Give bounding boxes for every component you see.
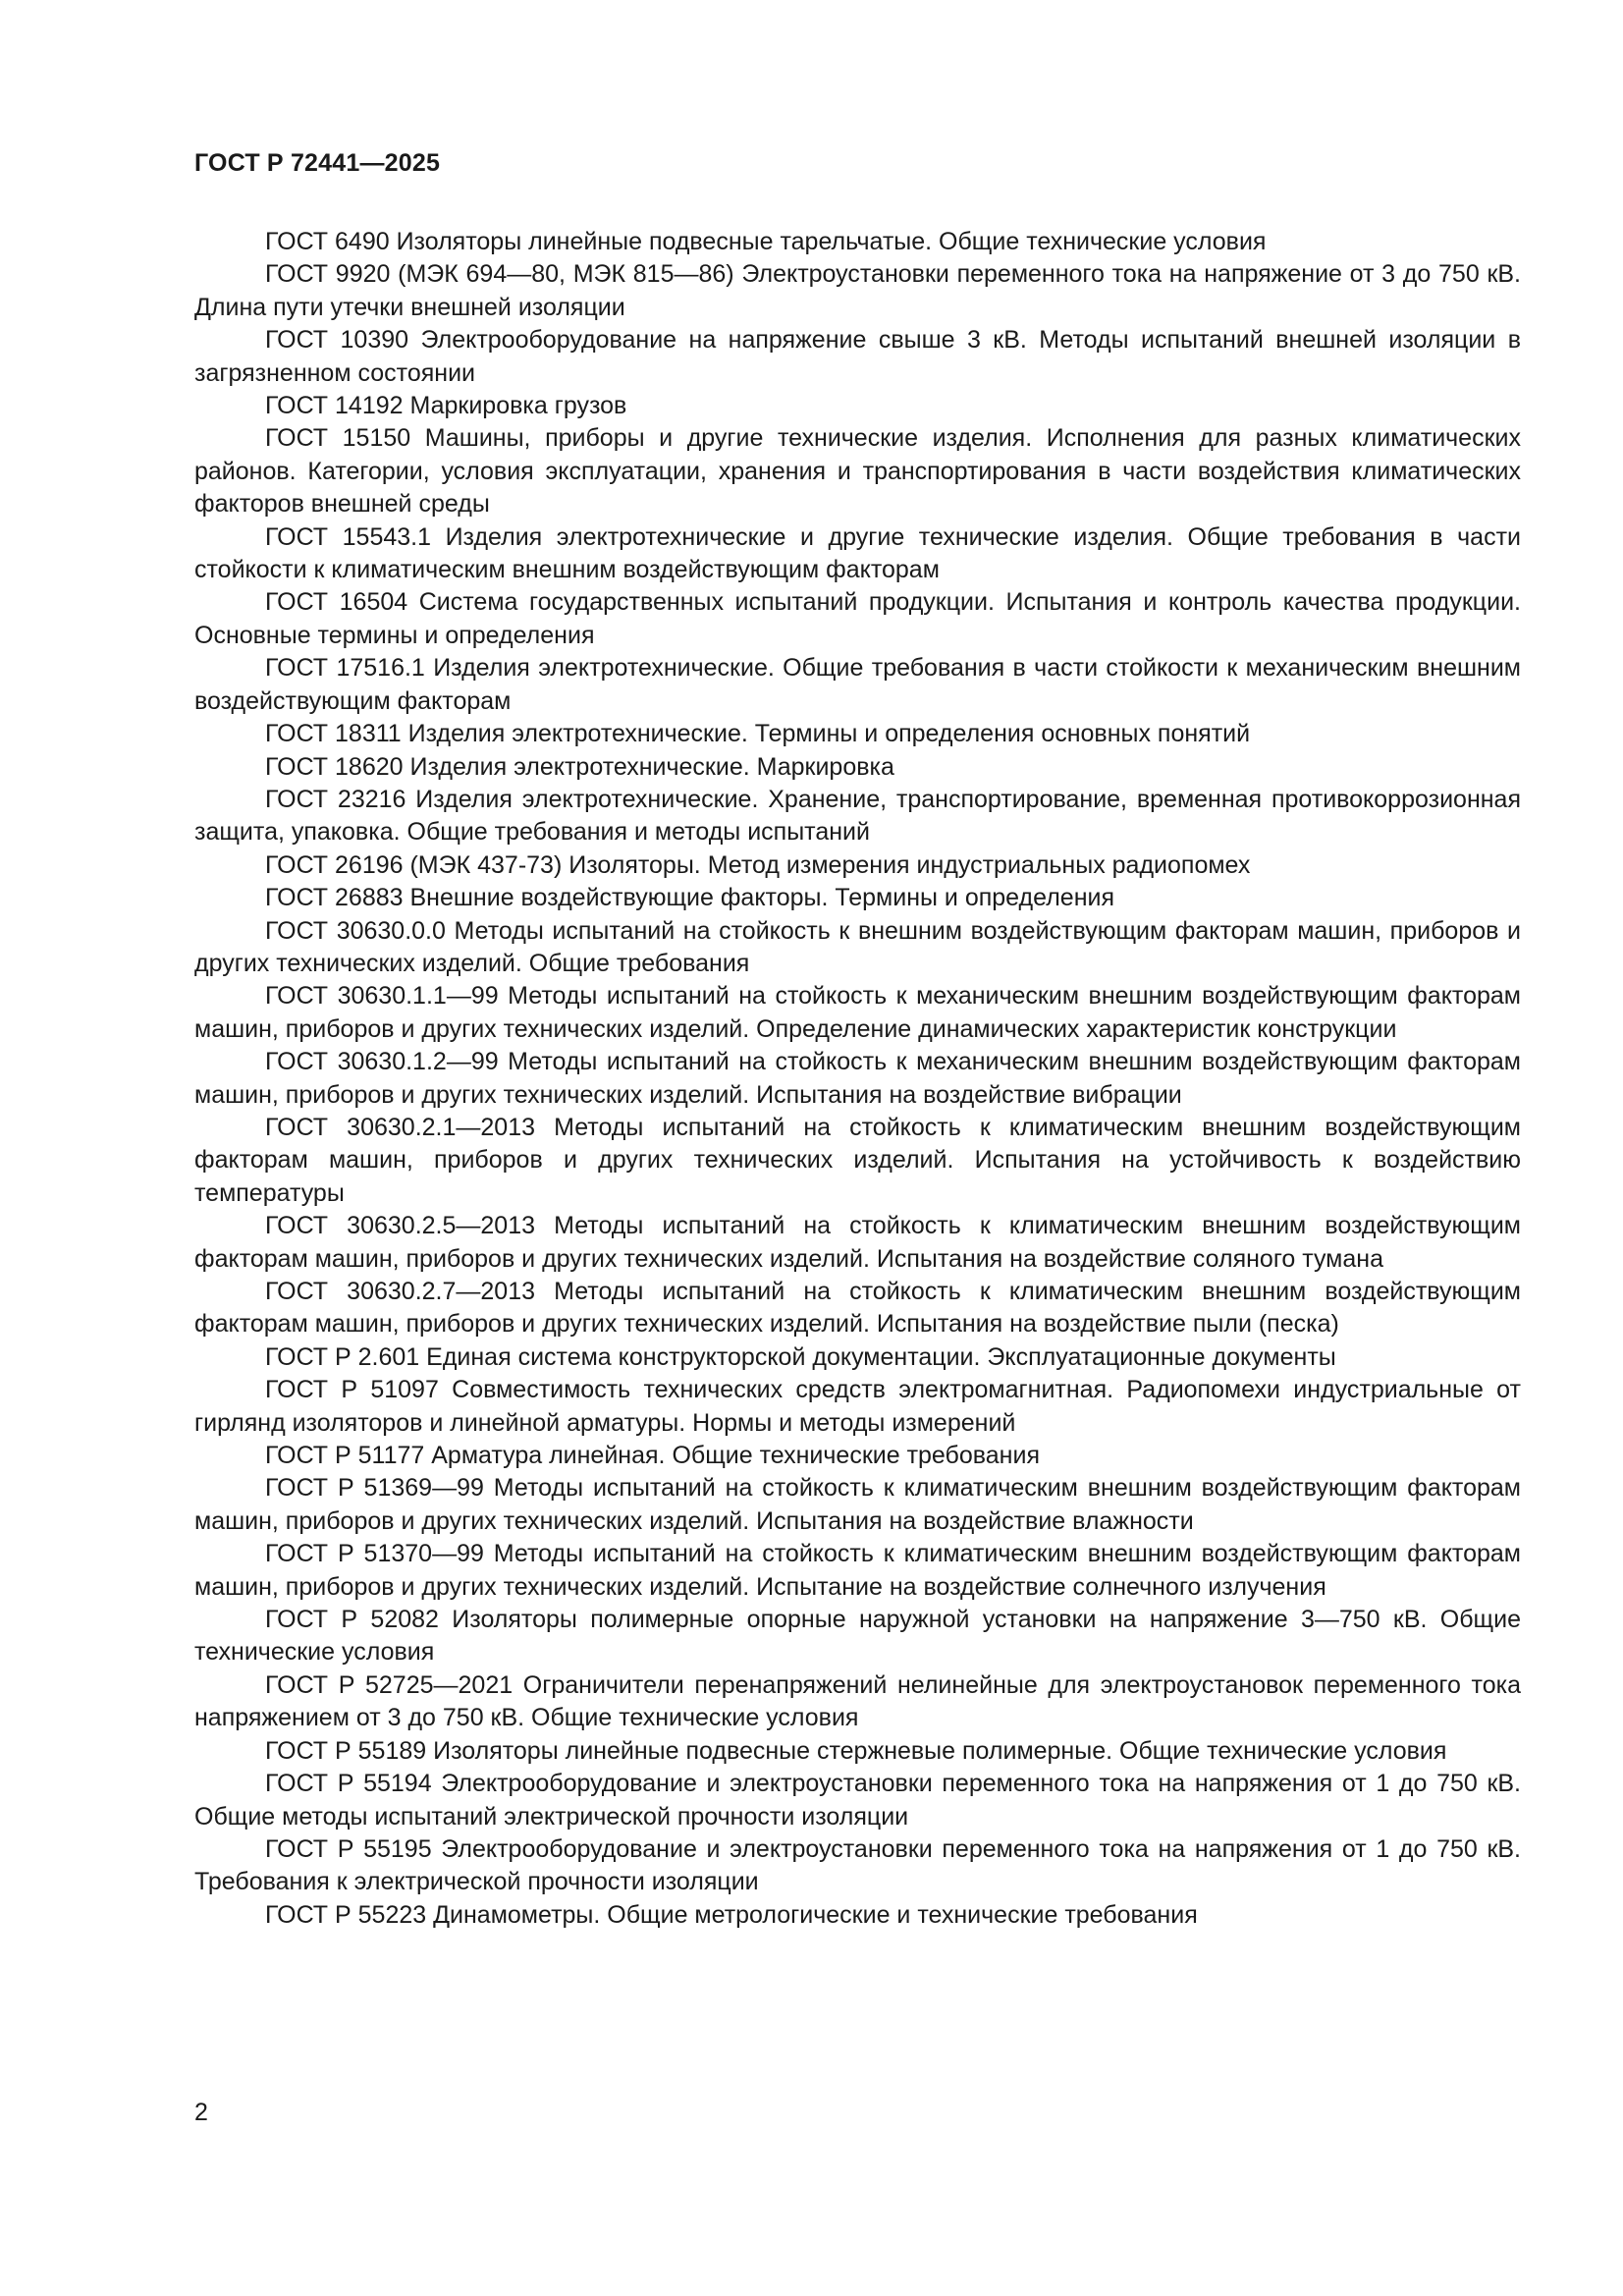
reference-item: ГОСТ Р 55189 Изоляторы линейные подвесные стержневые полимерные. Общие технические условия bbox=[265, 1736, 1447, 1765]
reference-item: ГОСТ Р 51370—99 Методы испытаний на стойкость к климатическим внешним воздействующим факторам машин, приборов и других технических изделий. Испытание на воздействие солнечного излучения bbox=[194, 1540, 1521, 1601]
page-number: 2 bbox=[194, 2099, 208, 2126]
reference-item: ГОСТ 30630.1.1—99 Методы испытаний на стойкость к механическим внешним воздействующим факторам машин, приборов и других технических изделий. Определение динамических характеристик конструкции bbox=[194, 982, 1521, 1043]
reference-item: ГОСТ 30630.2.7—2013 Методы испытаний на стойкость к климатическим внешним воздействующим факторам машин, приборов и других технических изделий. Испытания на воздействие пыли (песка) bbox=[194, 1278, 1521, 1339]
reference-item: ГОСТ 9920 (МЭК 694—80, МЭК 815—86) Электроустановки переменного тока на напряжение от 3 до 750 кВ. Длина пути утечки внешней изоляции bbox=[194, 260, 1521, 321]
reference-item: ГОСТ Р 55223 Динамометры. Общие метрологические и технические требования bbox=[265, 1900, 1198, 1929]
reference-item: ГОСТ 30630.0.0 Методы испытаний на стойкость к внешним воздействующим факторам машин, приборов и других технических изделий. Общие требования bbox=[194, 916, 1521, 977]
reference-item: ГОСТ 18620 Изделия электротехнические. Маркировка bbox=[265, 752, 894, 781]
document-code-header: ГОСТ Р 72441—2025 bbox=[194, 149, 441, 177]
reference-item: ГОСТ 18311 Изделия электротехнические. Термины и определения основных понятий bbox=[265, 720, 1251, 748]
reference-item: ГОСТ 30630.2.1—2013 Методы испытаний на стойкость к климатическим внешним воздействующим факторам машин, приборов и других технических изделий. Испытания на устойчивость к воздействию температуры bbox=[194, 1113, 1521, 1207]
reference-item: ГОСТ Р 51097 Совместимость технических средств электромагнитная. Радиопомехи индустриальные от гирлянд изоляторов и линейной арматуры. Нормы и методы измерений bbox=[194, 1376, 1521, 1437]
reference-item: ГОСТ 26196 (МЭК 437-73) Изоляторы. Метод измерения индустриальных радиопомех bbox=[265, 850, 1251, 879]
reference-item: ГОСТ 15543.1 Изделия электротехнические и другие технические изделия. Общие требования в части стойкости к климатическим внешним воздействующим факторам bbox=[194, 522, 1521, 584]
reference-item: ГОСТ Р 52082 Изоляторы полимерные опорные наружной установки на напряжение 3—750 кВ. Общие технические условия bbox=[194, 1606, 1521, 1667]
reference-item: ГОСТ 30630.2.5—2013 Методы испытаний на стойкость к климатическим внешним воздействующим факторам машин, приборов и других технических изделий. Испытания на воздействие соляного тумана bbox=[194, 1212, 1521, 1273]
reference-item: ГОСТ 10390 Электрооборудование на напряжение свыше 3 кВ. Методы испытаний внешней изоляции в загрязненном состоянии bbox=[194, 326, 1521, 387]
normative-references-list bbox=[194, 226, 1521, 1932]
reference-item: ГОСТ 16504 Система государственных испытаний продукции. Испытания и контроль качества продукции. Основные термины и определения bbox=[194, 588, 1521, 649]
reference-item: ГОСТ Р 2.601 Единая система конструкторской документации. Эксплуатационные документы bbox=[265, 1342, 1336, 1371]
reference-item: ГОСТ Р 52725—2021 Ограничители перенапряжений нелинейные для электроустановок переменного тока напряжением от 3 до 750 кВ. Общие технические условия bbox=[194, 1670, 1521, 1732]
reference-item: ГОСТ 14192 Маркировка грузов bbox=[265, 392, 627, 420]
reference-item: ГОСТ 17516.1 Изделия электротехнические. Общие требования в части стойкости к механическим внешним воздействующим факторам bbox=[194, 654, 1521, 715]
reference-item: ГОСТ Р 51177 Арматура линейная. Общие технические требования bbox=[265, 1442, 1040, 1470]
reference-item: ГОСТ 23216 Изделия электротехнические. Хранение, транспортирование, временная противокоррозионная защита, упаковка. Общие требования и методы испытаний bbox=[194, 785, 1521, 847]
reference-item: ГОСТ Р 55195 Электрооборудование и электроустановки переменного тока на напряжения от 1 до 750 кВ. Требования к электрической прочности изоляции bbox=[194, 1834, 1521, 1896]
reference-item: ГОСТ 26883 Внешние воздействующие факторы. Термины и определения bbox=[265, 884, 1115, 912]
reference-item: ГОСТ 15150 Машины, приборы и другие технические изделия. Исполнения для разных климатических районов. Категории, условия эксплуатации, хранения и транспортирования в части воздействия климатических факторов внешней среды bbox=[194, 424, 1521, 519]
reference-item: ГОСТ 6490 Изоляторы линейные подвесные тарельчатые. Общие технические условия bbox=[265, 228, 1267, 255]
reference-item: ГОСТ 30630.1.2—99 Методы испытаний на стойкость к механическим внешним воздействующим факторам машин, приборов и других технических изделий. Испытания на воздействие вибрации bbox=[194, 1048, 1521, 1109]
reference-item: ГОСТ Р 51369—99 Методы испытаний на стойкость к климатическим внешним воздействующим факторам машин, приборов и других технических изделий. Испытания на воздействие влажности bbox=[194, 1474, 1521, 1535]
reference-item: ГОСТ Р 55194 Электрооборудование и электроустановки переменного тока на напряжения от 1 до 750 кВ. Общие методы испытаний электрической прочности изоляции bbox=[194, 1770, 1521, 1831]
